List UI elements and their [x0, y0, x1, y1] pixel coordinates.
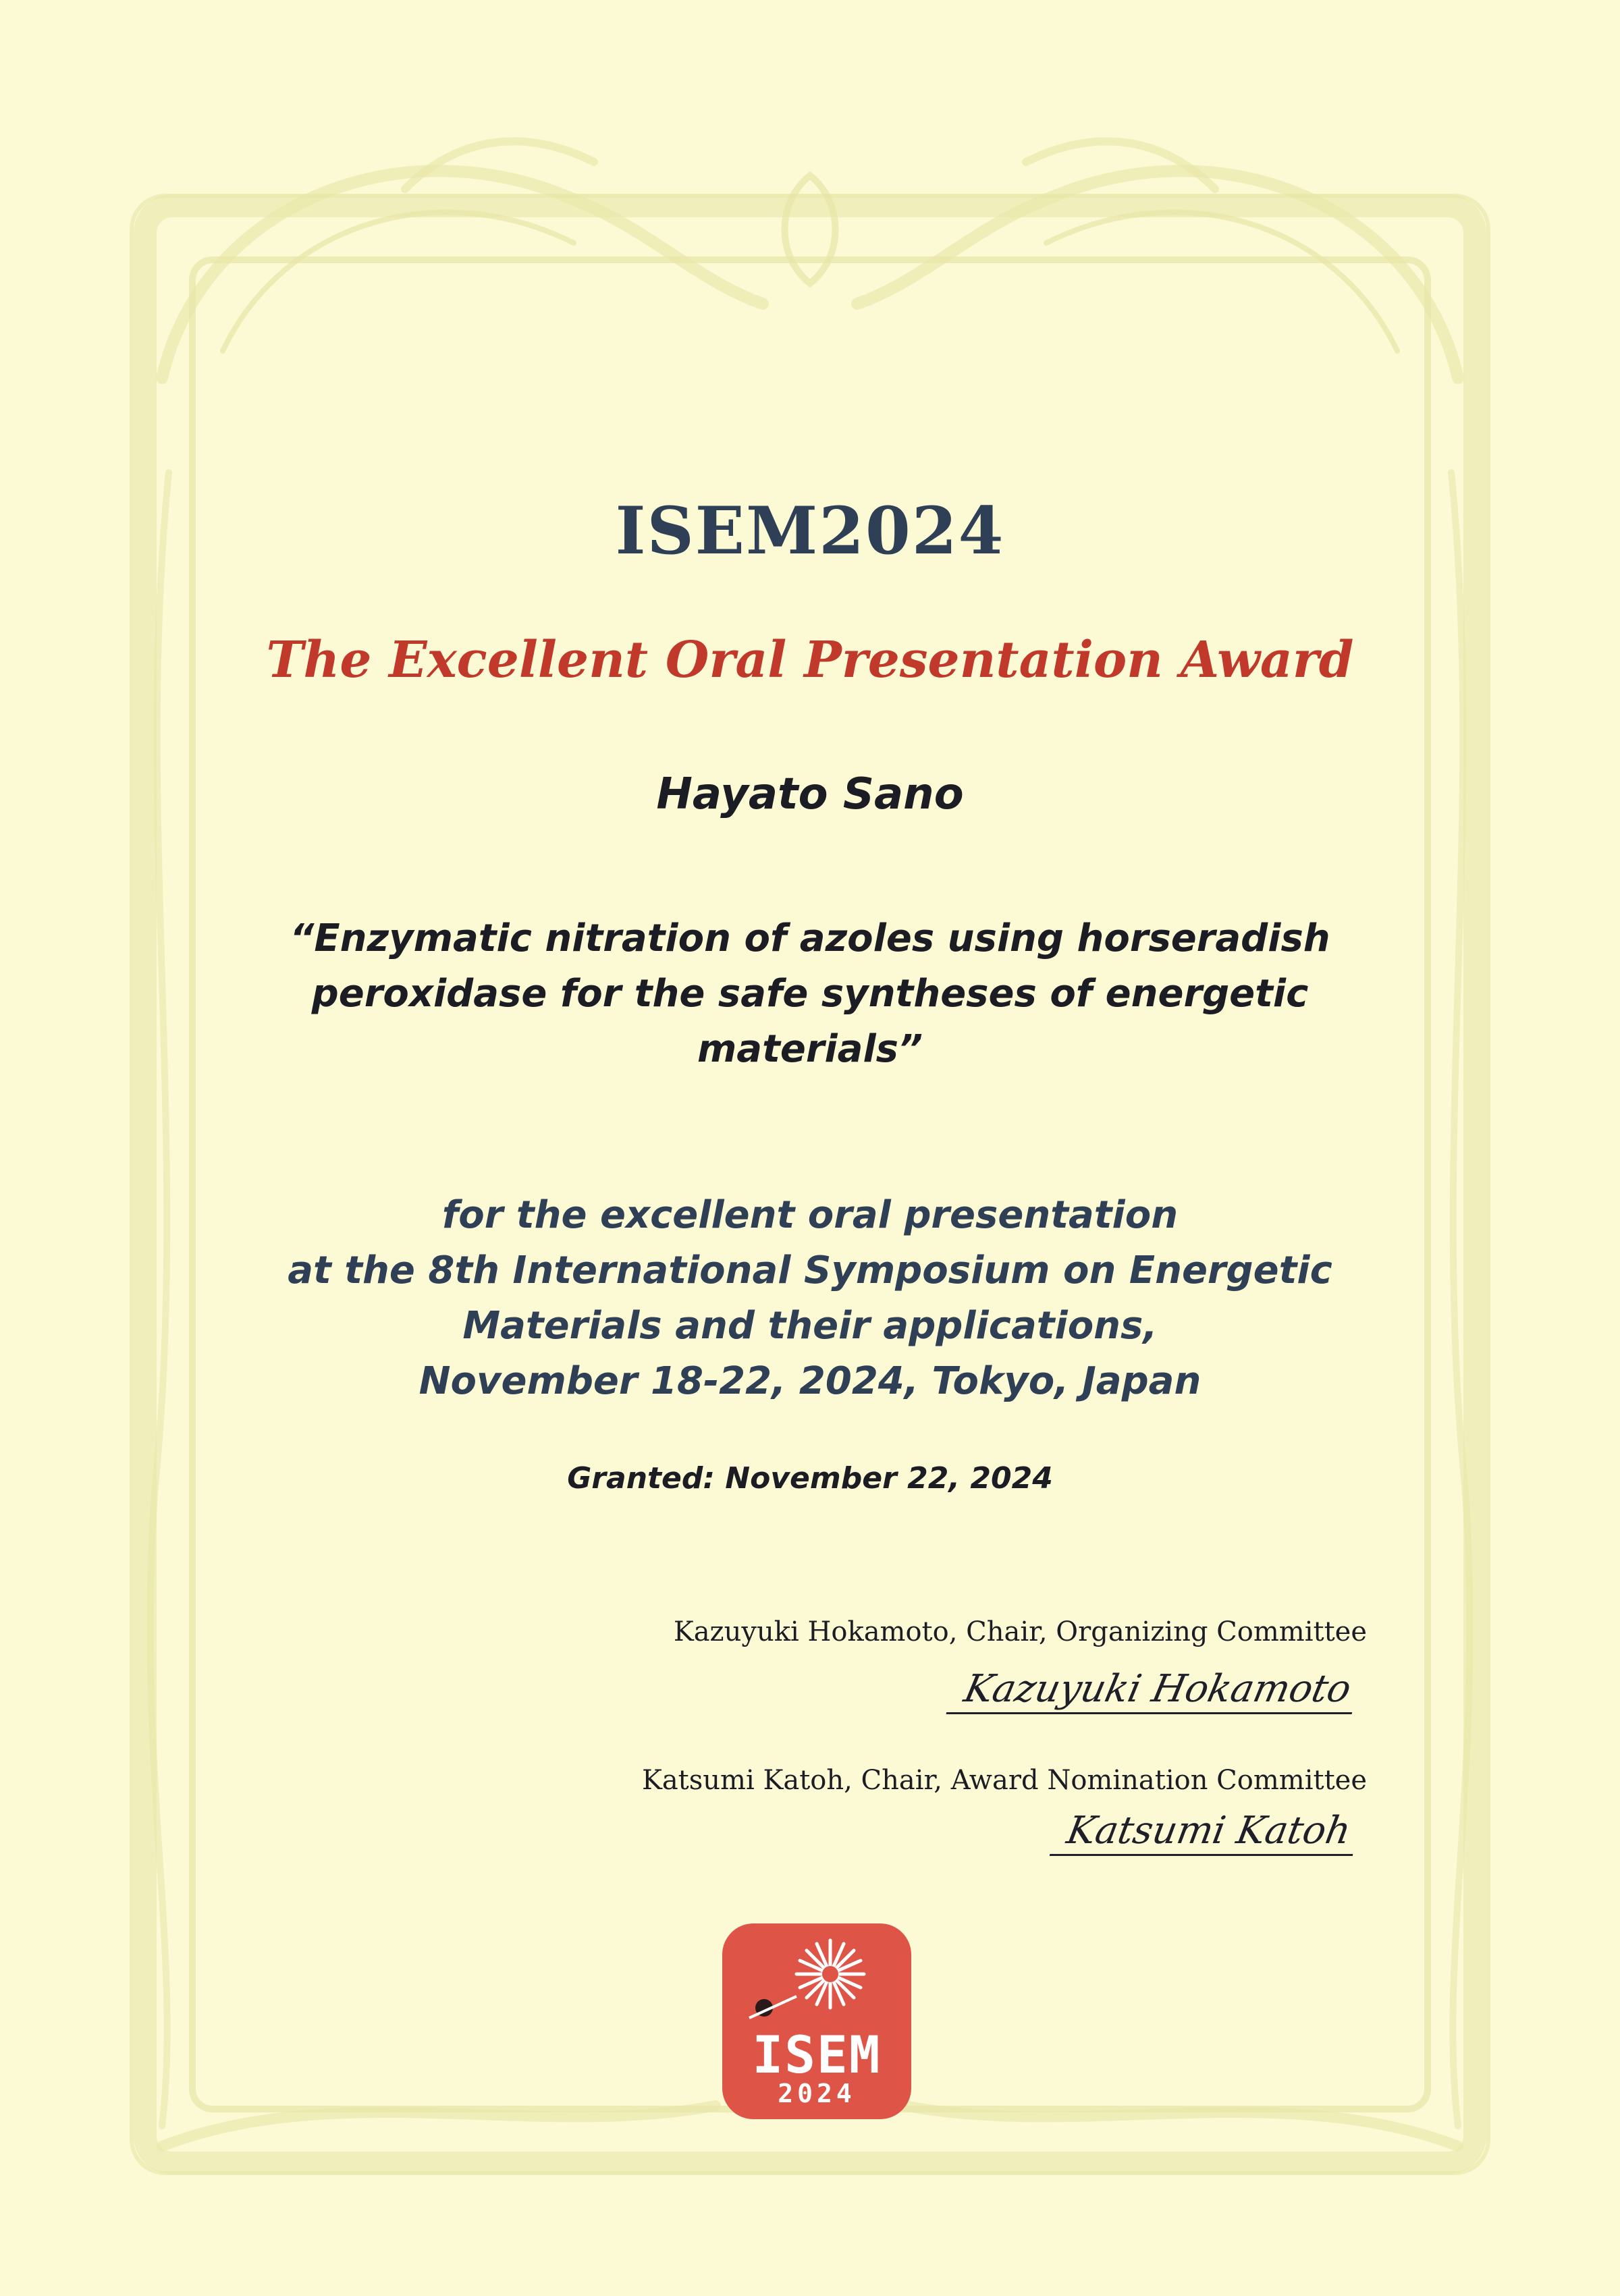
recipient-name: Hayato Sano — [656, 769, 964, 819]
signature-1: Kazuyuki Hokamoto — [946, 1667, 1362, 1714]
award-reason-line: at the 8th International Symposium on Energetic — [288, 1249, 1332, 1292]
award-reason-line: November 18-22, 2024, Tokyo, Japan — [418, 1359, 1202, 1403]
starburst-icon — [722, 1923, 911, 2031]
signature-2: Katsumi Katoh — [1050, 1809, 1361, 1856]
logo-year: 2024 — [778, 2079, 856, 2108]
award-reason — [0, 1188, 1620, 1409]
signatory-1-title: Kazuyuki Hokamoto, Chair, Organizing Committee — [673, 1616, 1367, 1647]
presentation-title-line: materials” — [697, 1027, 923, 1071]
presentation-title-line: “Enzymatic nitration of azoles using horseradish — [290, 917, 1330, 960]
signatory-2-title: Katsumi Katoh, Chair, Award Nomination Committee — [641, 1765, 1367, 1796]
award-name: The Excellent Oral Presentation Award — [266, 631, 1354, 689]
award-reason-line: Materials and their applications, — [462, 1304, 1158, 1348]
event-title: ISEM2024 — [615, 493, 1005, 569]
presentation-title-line: peroxidase for the safe syntheses of energetic — [311, 972, 1309, 1016]
logo-text: ISEM — [752, 2025, 882, 2085]
isem-logo — [722, 1923, 911, 2119]
granted-date: Granted: November 22, 2024 — [567, 1461, 1053, 1496]
presentation-title — [0, 911, 1620, 1077]
award-reason-line: for the excellent oral presentation — [441, 1193, 1179, 1237]
